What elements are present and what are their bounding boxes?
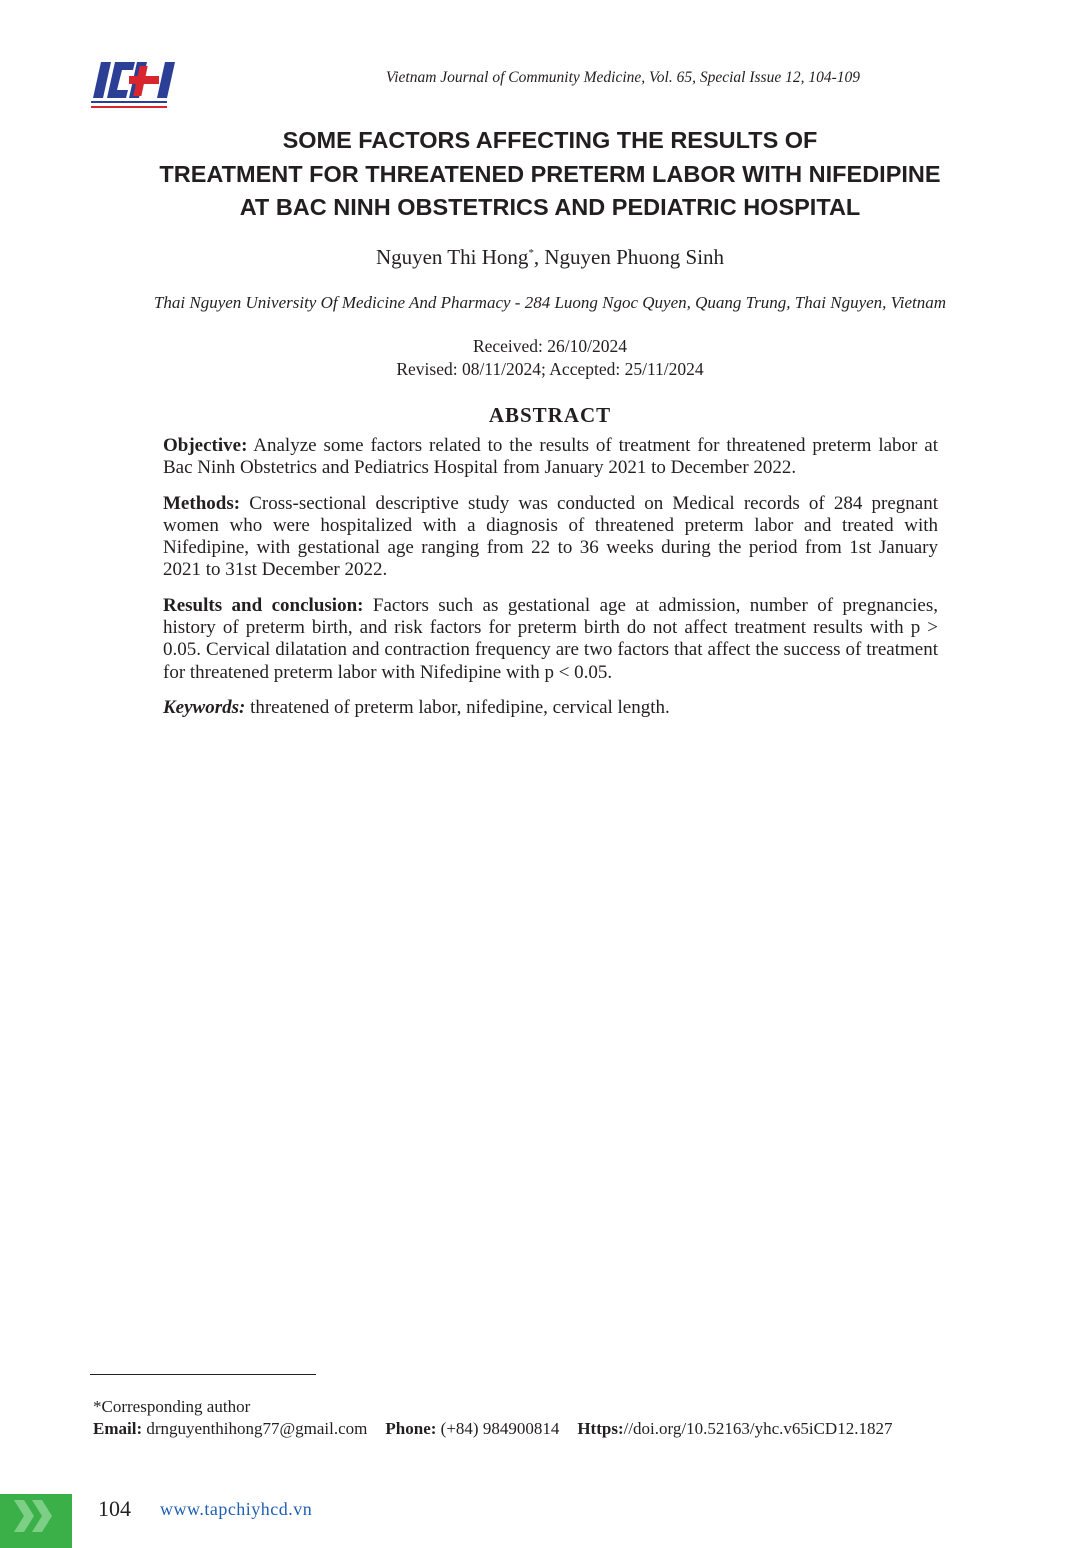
results-label: Results and conclusion:	[163, 594, 364, 616]
methods-text: Cross-sectional descriptive study was conducted on Medical records of 284 pregnant women who were hospitalized with a diagnosis of threatened preterm labor and treated with Nifedipine, with gestational age ranging from 22 to 36 weeks during the period from 1st January 2021 to 31st December 2022.	[163, 492, 938, 581]
chevrons-icon	[10, 1498, 60, 1534]
author-1: Nguyen Thi Hong	[375, 245, 529, 269]
objective-paragraph	[163, 435, 938, 480]
page-number: 104	[98, 1496, 131, 1521]
title-line: SOME FACTORS AFFECTING THE RESULTS OF	[282, 127, 818, 153]
corresponding-mark: *	[528, 247, 534, 259]
doi-label: Https:	[577, 1419, 624, 1438]
objective-text: Analyze some factors related to the results of treatment for threatened preterm labor at Bac Ninh Obstetrics and Pediatrics Hospital from January 2021 to December 2022.	[163, 435, 938, 479]
doi-link[interactable]: //doi.org/10.52163/yhc.v65iCD12.1827	[623, 1419, 893, 1438]
keywords-paragraph	[163, 697, 938, 719]
article-title	[100, 124, 1000, 225]
abstract-heading: ABSTRACT	[488, 403, 612, 427]
phone-number: (+84) 984900814	[436, 1419, 560, 1438]
journal-url[interactable]: www.tapchiyhcd.vn	[160, 1499, 313, 1519]
keywords-label: Keywords:	[163, 696, 246, 718]
journal-logo	[89, 60, 179, 110]
phone-label: Phone:	[385, 1419, 437, 1438]
footnote-divider	[90, 1374, 316, 1375]
dates	[0, 335, 1090, 381]
methods-paragraph	[163, 493, 938, 582]
results-text: Factors such as gestational age at admission, number of pregnancies, history of preterm birth, and risk factors for preterm birth do not affect treatment results with p > 0.05. Cervical dilatation and contraction frequency are two factors that affect the success of treatment for threatened preterm labor with Nifedipine with p < 0.05.	[163, 594, 938, 683]
objective-label: Objective:	[163, 435, 248, 456]
authors	[0, 245, 1090, 270]
journal-citation: Vietnam Journal of Community Medicine, Vol. 65, Special Issue 12, 104-109	[385, 69, 860, 86]
page-tab	[0, 1494, 72, 1548]
results-paragraph	[163, 595, 938, 684]
revised-accepted-date: Revised: 08/11/2024; Accepted: 25/11/2024	[396, 359, 704, 379]
methods-label: Methods:	[163, 492, 241, 514]
contact-line	[93, 1418, 892, 1440]
email-label: Email:	[93, 1419, 143, 1438]
abstract-body	[163, 435, 938, 732]
title-line: TREATMENT FOR THREATENED PRETERM LABOR WITH NIFEDIPINE	[159, 160, 941, 187]
author-2: , Nguyen Phuong Sinh	[533, 245, 725, 269]
corresponding-note: *Corresponding author	[93, 1397, 251, 1416]
title-line: AT BAC NINH OBSTETRICS AND PEDIATRIC HOSPITAL	[239, 194, 861, 220]
email-link[interactable]: drnguyenthihong77@gmail.com	[142, 1419, 368, 1438]
footnote	[93, 1396, 892, 1440]
keywords-text: threatened of preterm labor, nifedipine, cervical length.	[245, 696, 670, 718]
received-date: Received: 26/10/2024	[472, 336, 628, 356]
affiliation: Thai Nguyen University Of Medicine And Pharmacy - 284 Luong Ngoc Quyen, Quang Trung, Thai Nguyen, Vietnam	[153, 293, 947, 312]
